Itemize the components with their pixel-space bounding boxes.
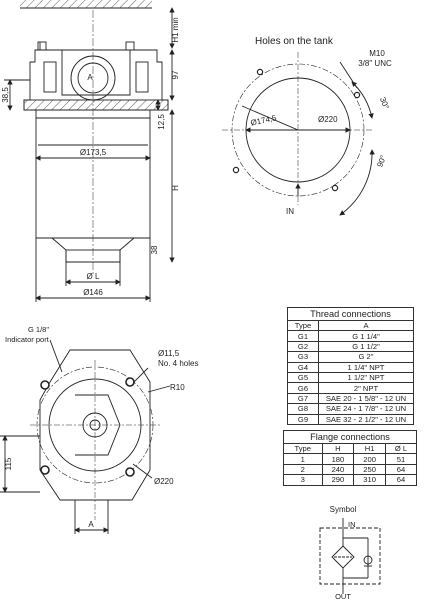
- dim-38-5: 38,5: [1, 87, 10, 103]
- flange-cell: 64: [385, 464, 416, 474]
- flange-cell: 3: [284, 475, 323, 485]
- flange-col-h1: H1: [354, 444, 386, 454]
- thread-value: 1 1/4" NPT: [319, 362, 414, 372]
- table-row: [288, 331, 414, 341]
- table-row: [288, 404, 414, 414]
- dia-174-5: Ø174,5: [249, 113, 278, 128]
- port-label: A: [87, 73, 93, 82]
- flange-cell: 240: [322, 464, 354, 474]
- tank-bolt-hole: [332, 185, 337, 190]
- holes-title: Holes on the tank: [255, 36, 333, 47]
- table-row: [288, 393, 414, 403]
- flange-cell: 310: [354, 475, 386, 485]
- flange-cell: 200: [354, 454, 386, 464]
- thread-value: SAE 32 - 2 1/2" - 12 UN: [319, 414, 414, 424]
- flange-table-title: Flange connections: [284, 431, 417, 444]
- dim-dia-173-5: Ø173,5: [79, 148, 107, 157]
- table-row: [288, 414, 414, 424]
- table-row: [288, 372, 414, 382]
- table-row: [288, 341, 414, 351]
- top-view-labels: [4, 325, 198, 529]
- angle-30: 30°: [378, 95, 391, 111]
- symbol-in: IN: [348, 520, 356, 529]
- tank-wall-hatch: [20, 0, 152, 8]
- table-row: [288, 362, 414, 372]
- flange-hatch: [24, 100, 168, 110]
- holes-view-labels: [250, 36, 392, 216]
- dim-a: A: [88, 520, 94, 529]
- flange-cell: 180: [322, 454, 354, 464]
- dim-97: 97: [171, 70, 180, 80]
- thread-connections-table: [287, 307, 414, 425]
- dim-h: H: [171, 185, 180, 191]
- hydraulic-symbol: [320, 518, 380, 594]
- dim-12-5: 12,5: [157, 114, 166, 130]
- flange-cell: 290: [322, 475, 354, 485]
- thread-value: G 2": [319, 352, 414, 362]
- tank-bolt-hole: [233, 167, 238, 172]
- flange-col-type: Type: [284, 444, 323, 454]
- thread-type: G6: [288, 383, 319, 393]
- thread-col-type: Type: [288, 321, 319, 331]
- in-label: IN: [286, 207, 294, 216]
- tank-bolt-hole: [257, 69, 262, 74]
- thread-type: G1: [288, 331, 319, 341]
- top-view: [0, 340, 170, 534]
- flange-cell: 2: [284, 464, 323, 474]
- thread-type: G9: [288, 414, 319, 424]
- thread-value: 2" NPT: [319, 383, 414, 393]
- indicator-port: Indicator port: [5, 335, 49, 344]
- flange-col-h: H: [322, 444, 354, 454]
- tank-bolt-hole: [354, 92, 359, 97]
- dia-220-tank: Ø220: [318, 115, 338, 124]
- flange-cell: 1: [284, 454, 323, 464]
- flange-cell: 250: [354, 464, 386, 474]
- mounting-hole: [41, 381, 49, 389]
- thread-type: G2: [288, 341, 319, 351]
- mounting-hole: [41, 466, 49, 474]
- flange-col-dia-l: Ø L: [385, 444, 416, 454]
- thread-type: G3: [288, 352, 319, 362]
- dim-38: 38: [150, 245, 159, 255]
- dim-h1-min: H1 min: [171, 17, 180, 43]
- radius-r10: R10: [170, 383, 185, 392]
- side-view-labels: [1, 17, 180, 297]
- flange-cell: 51: [385, 454, 416, 464]
- top-view-bolts: [41, 378, 134, 476]
- symbol-out: OUT: [335, 592, 351, 600]
- thread-m10: M10: [369, 49, 385, 58]
- table-row: [284, 464, 417, 474]
- flange-connections-table: [283, 430, 417, 486]
- dia-220-top: Ø220: [154, 477, 174, 486]
- flange-cell: 64: [385, 475, 416, 485]
- holes-view: [222, 52, 372, 215]
- gauge-thread: G 1/8": [28, 325, 50, 334]
- thread-type: G8: [288, 404, 319, 414]
- table-row: [288, 352, 414, 362]
- thread-value: G 1 1/4": [319, 331, 414, 341]
- table-row: [288, 383, 414, 393]
- dim-dia-l: Ø L: [86, 272, 100, 281]
- mounting-hole: [126, 378, 134, 386]
- thread-value: SAE 24 - 1 7/8" - 12 UN: [319, 404, 414, 414]
- thread-type: G4: [288, 362, 319, 372]
- thread-value: 1 1/2" NPT: [319, 372, 414, 382]
- no-holes: No. 4 holes: [158, 359, 199, 368]
- thread-type: G5: [288, 372, 319, 382]
- thread-type: G7: [288, 393, 319, 403]
- thread-value: SAE 20 - 1 5/8" - 12 UN: [319, 393, 414, 403]
- symbol-title: Symbol: [329, 505, 357, 514]
- table-row: [284, 475, 417, 485]
- thread-unc: 3/8" UNC: [358, 59, 392, 68]
- angle-90: 90°: [375, 153, 388, 169]
- thread-table-title: Thread connections: [288, 308, 414, 321]
- dim-115: 115: [4, 457, 13, 471]
- thread-value: G 1 1/2": [319, 341, 414, 351]
- dia-11-5: Ø11,5: [158, 349, 180, 358]
- mounting-hole: [126, 468, 134, 476]
- table-row: [284, 454, 417, 464]
- thread-col-a: A: [319, 321, 414, 331]
- dim-dia-146: Ø146: [83, 288, 103, 297]
